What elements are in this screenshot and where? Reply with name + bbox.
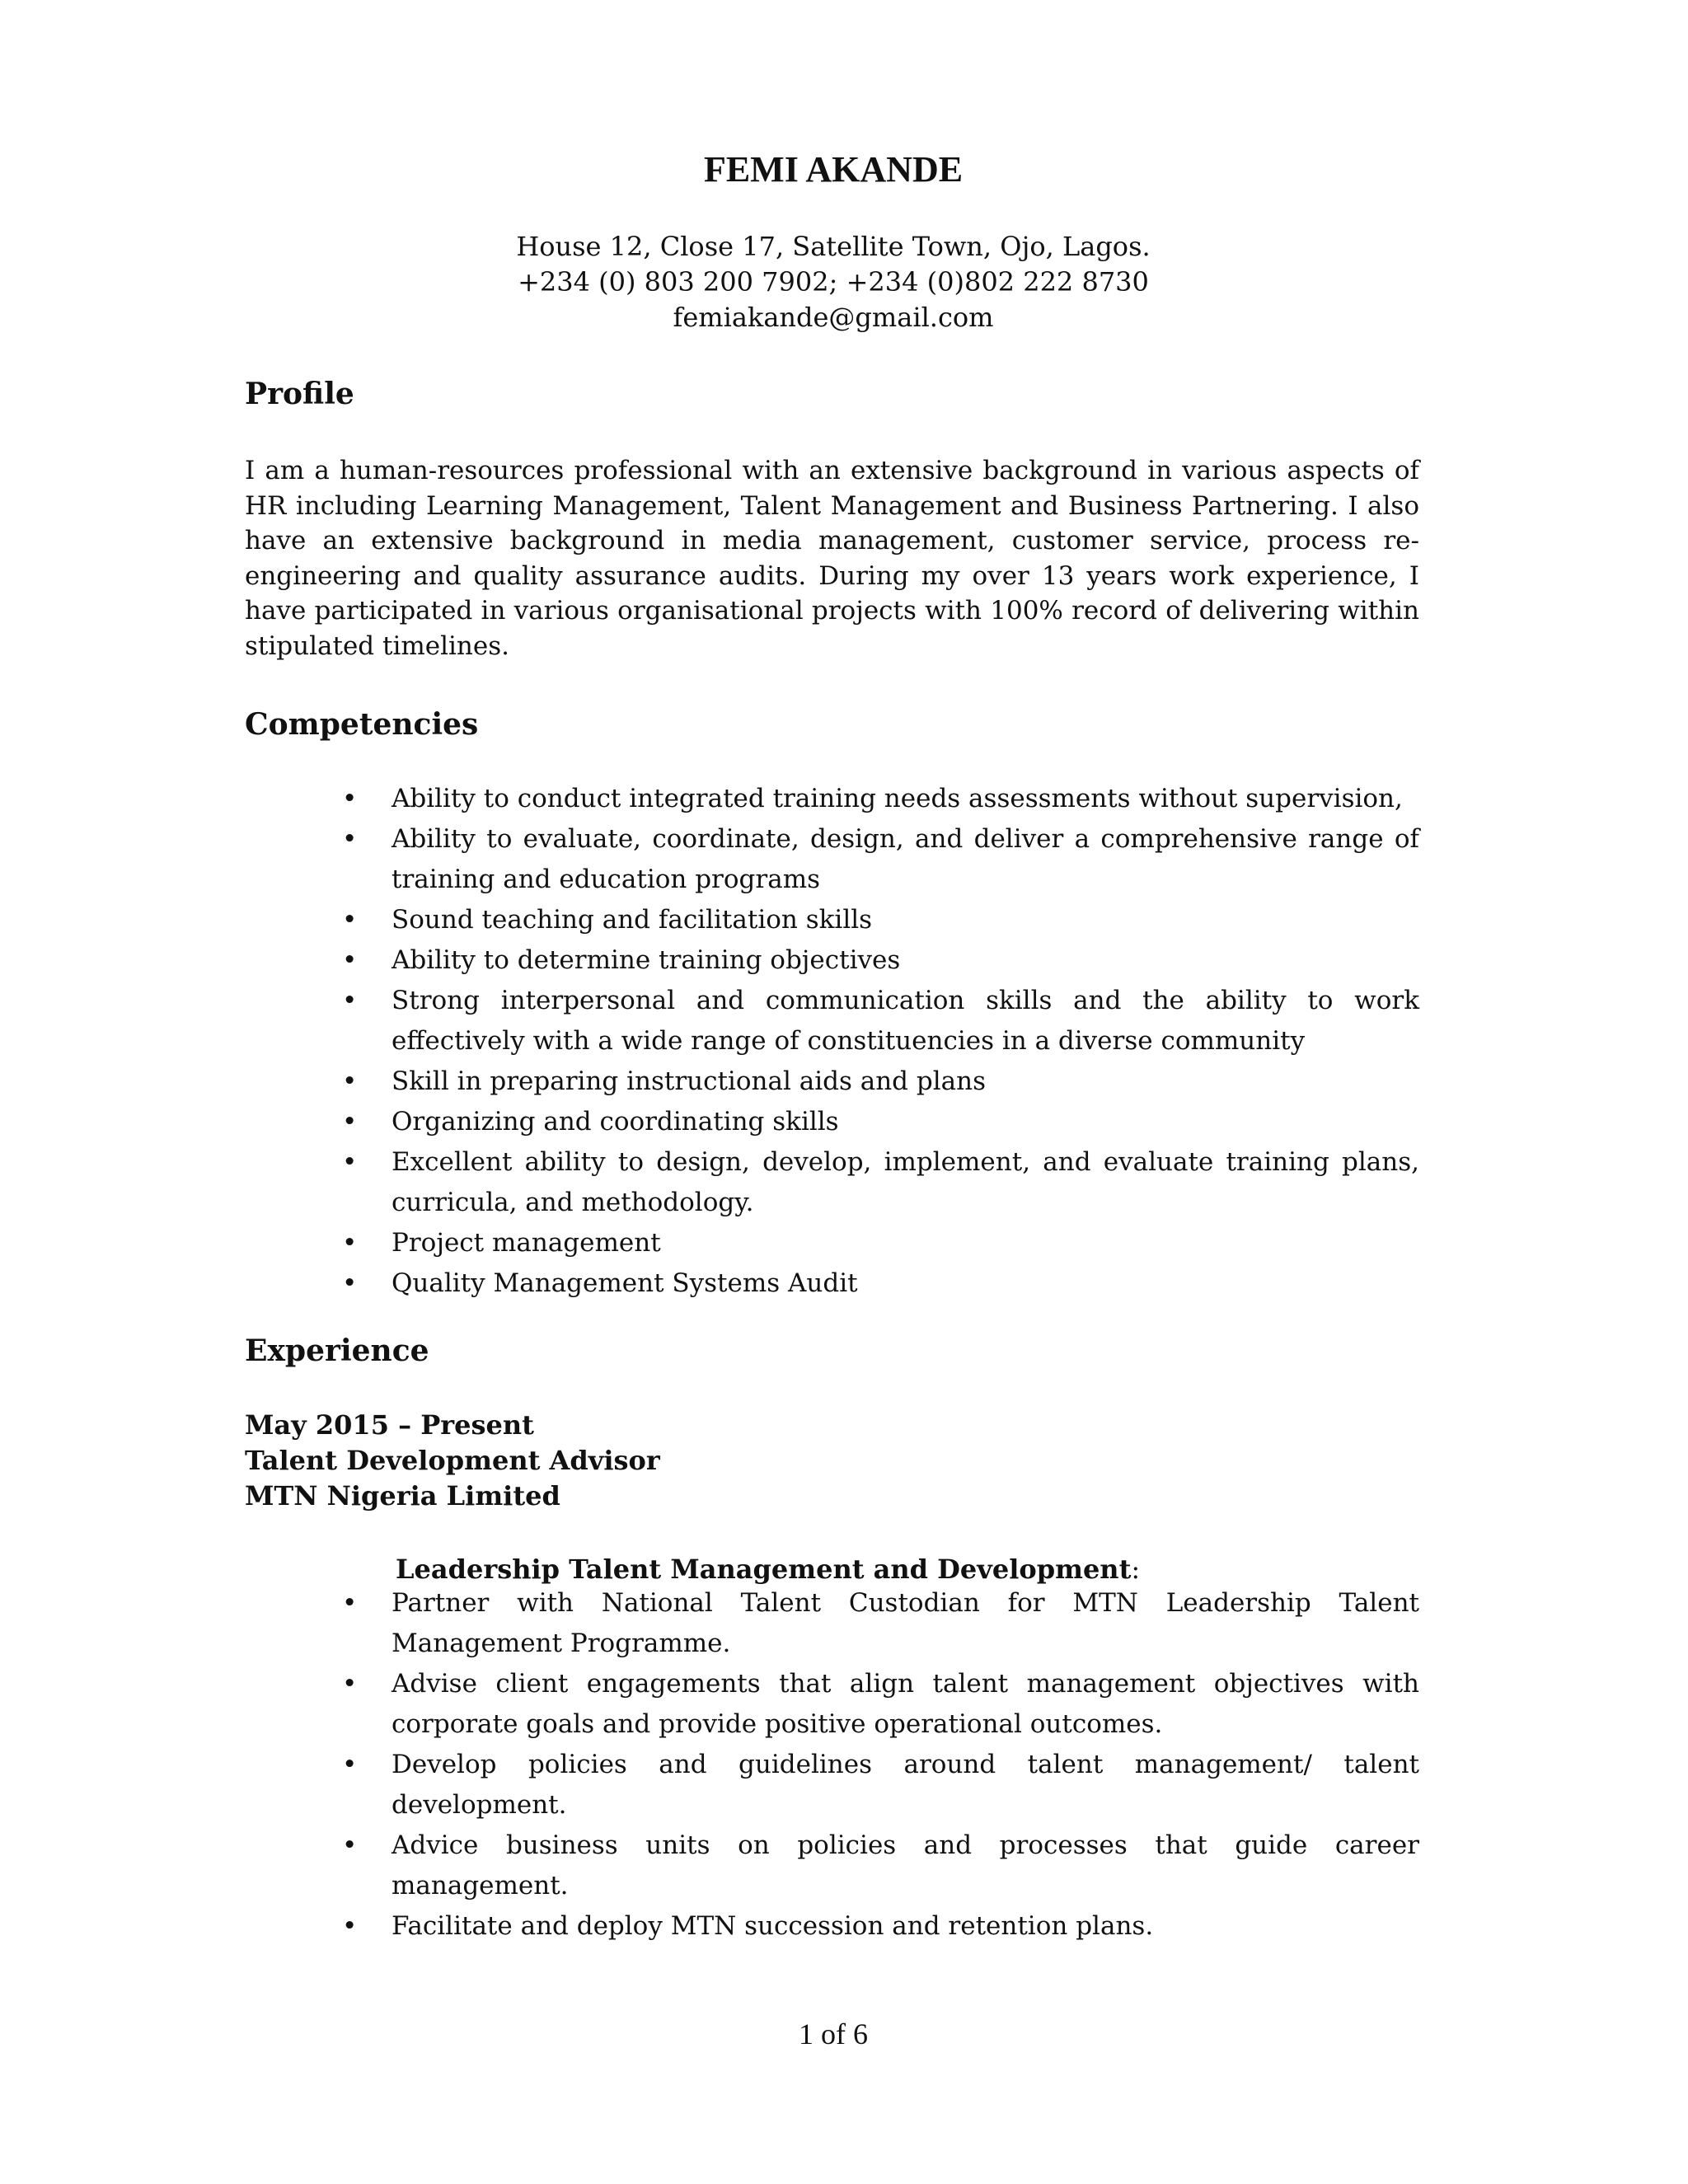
list-item: • Project management xyxy=(342,1223,1419,1263)
list-item: • Sound teaching and facilitation skills xyxy=(342,900,1419,940)
job-header xyxy=(245,1408,660,1514)
bullet-icon: • xyxy=(342,784,358,813)
job-duties-list xyxy=(342,1583,1419,1947)
bullet-icon: • xyxy=(342,1830,358,1860)
profile-heading: Profile xyxy=(245,377,354,411)
list-item: • Ability to conduct integrated training needs assessments without supervision, xyxy=(342,779,1419,819)
competencies-heading: Competencies xyxy=(245,707,479,742)
list-item: • Advise client engagements that align talent management objectives with corporate goals and provide positive operational outcomes. xyxy=(342,1664,1419,1745)
list-item: • Organizing and coordinating skills xyxy=(342,1102,1419,1142)
bullet-icon: • xyxy=(342,1107,358,1137)
profile-text: I am a human-resources professional with an extensive background in various aspects of HR including Learning Management, Talent Management and Business Partnering. I also have an extensive background in media management, customer service, process re-engineering and quality assurance audits. During my over 13 years work experience, I have participated in various organisational projects with 100% record of delivering within stipulated timelines. xyxy=(245,456,1419,661)
list-item: • Facilitate and deploy MTN succession and retention plans. xyxy=(342,1906,1419,1947)
job-role: Talent Development Advisor xyxy=(245,1445,660,1476)
list-item: • Excellent ability to design, develop, implement, and evaluate training plans, curricula, and methodology. xyxy=(342,1142,1419,1223)
bullet-icon: • xyxy=(342,1911,358,1941)
bullet-icon: • xyxy=(342,1147,358,1177)
bullet-icon: • xyxy=(342,945,358,975)
bullet-icon: • xyxy=(342,824,358,854)
list-item: • Strong interpersonal and communication skills and the ability to work effectively with a wide range of constituencies in a diverse community xyxy=(342,981,1419,1062)
bullet-icon: • xyxy=(342,1228,358,1258)
candidate-name: FEMI AKANDE xyxy=(703,149,964,190)
experience-heading: Experience xyxy=(245,1333,429,1368)
list-item: • Advice business units on policies and processes that guide career management. xyxy=(342,1825,1419,1906)
job-company: MTN Nigeria Limited xyxy=(245,1480,560,1511)
bullet-icon: • xyxy=(342,1588,358,1618)
bullet-icon: • xyxy=(342,1669,358,1699)
job-period: May 2015 – Present xyxy=(245,1409,534,1441)
address: House 12, Close 17, Satellite Town, Ojo, Lagos. xyxy=(516,231,1151,262)
email-address: femiakande@gmail.com xyxy=(673,302,994,333)
list-item: • Ability to determine training objectives xyxy=(342,940,1419,981)
bullet-icon: • xyxy=(342,986,358,1015)
bullet-icon: • xyxy=(342,1750,358,1779)
list-item: • Skill in preparing instructional aids and plans xyxy=(342,1062,1419,1102)
list-item: • Ability to evaluate, coordinate, design, and deliver a comprehensive range of training and education programs xyxy=(342,819,1419,900)
page-number: 1 of 6 xyxy=(799,2018,868,2050)
job-subheading: Leadership Talent Management and Development: xyxy=(396,1554,1141,1585)
phone-numbers: +234 (0) 803 200 7902; +234 (0)802 222 8730 xyxy=(518,266,1149,298)
bullet-icon: • xyxy=(342,1268,358,1298)
list-item: • Partner with National Talent Custodian for MTN Leadership Talent Management Programme. xyxy=(342,1583,1419,1664)
bullet-icon: • xyxy=(342,1066,358,1096)
competencies-list xyxy=(342,779,1419,1304)
list-item: • Develop policies and guidelines around talent management/ talent development. xyxy=(342,1745,1419,1825)
list-item: • Quality Management Systems Audit xyxy=(342,1263,1419,1304)
bullet-icon: • xyxy=(342,905,358,935)
contact-block xyxy=(0,229,1667,335)
